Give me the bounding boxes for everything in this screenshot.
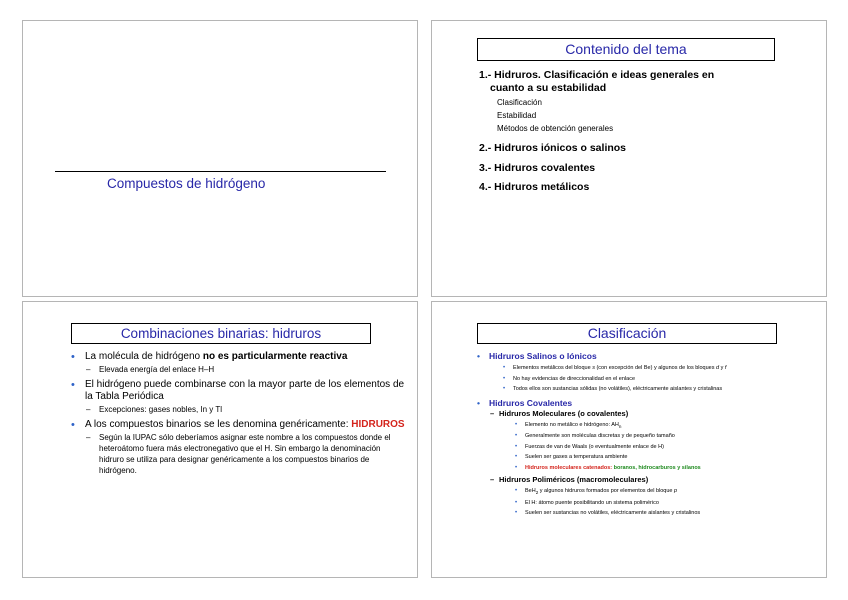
slide-contents	[431, 20, 827, 297]
bullet-dot-icon: •	[515, 464, 518, 471]
bullet-dot-icon: •	[515, 499, 518, 506]
table-of-contents	[479, 69, 809, 194]
dash-icon: –	[490, 408, 495, 418]
title-rule	[55, 171, 386, 172]
detail-item: • Suelen ser sustancias no volátiles, eléctricamente aislantes y cristalinos	[515, 510, 701, 517]
bullet-list	[71, 351, 406, 476]
detail-item: • El H: átomo puente posibilitando un sistema polimérico	[515, 499, 659, 506]
category-covalentes: • Hidruros Covalentes	[477, 397, 573, 408]
toc-subitem: Métodos de obtención generales	[497, 124, 614, 133]
toc-item-2: 2.- Hidruros iónicos o salinos	[479, 142, 627, 154]
dash-icon: –	[86, 433, 91, 442]
bullet-dot-icon: •	[477, 351, 480, 361]
dash-icon: –	[490, 475, 495, 485]
bullet-item: • La molécula de hidrógeno no es particularmente reactiva	[71, 351, 348, 363]
classification-list	[477, 351, 822, 518]
toc-item-3: 3.- Hidruros covalentes	[479, 161, 596, 174]
bullet-dot-icon: •	[503, 365, 506, 371]
bullet-dot-icon: •	[515, 433, 518, 440]
bullet-item: • El hidrógeno puede combinarse con la mayor parte de los elementos de la Tabla Periódica	[71, 379, 405, 402]
sub-bullet-item: – Según la IUPAC sólo deberíamos asignar este nombre a los compuestos donde el heteroátomo fuera más electronegativo que el H. Sin embargo la denominación hidruro se utiliza para designar genéricamente a los compuestos binarios de hidrógeno.	[86, 433, 391, 475]
slide-title: Clasificación	[477, 323, 777, 344]
detail-item: • Hidruros moleculares catenados: boranos, hidrocarburos y silanos	[515, 464, 701, 471]
cover-title: Compuestos de hidrógeno	[107, 176, 266, 191]
detail-item: • Fuerzas de van de Waals (o eventualmente enlace de H)	[515, 443, 664, 450]
bullet-item: • A los compuestos binarios se les denomina genéricamente: HIDRUROS	[71, 419, 405, 431]
bullet-dot-icon: •	[515, 488, 518, 495]
subcategory-polimericos: – Hidruros Poliméricos (macromoleculares)	[490, 475, 649, 485]
detail-item: • Generalmente son moléculas discretas y de pequeño tamaño	[515, 433, 675, 440]
toc-item-1-line1: 1.- Hidruros. Clasificación e ideas generales en	[479, 69, 715, 81]
bullet-dot-icon: •	[71, 379, 75, 391]
bullet-dot-icon: •	[503, 375, 506, 382]
slide-cover	[22, 20, 418, 297]
bullet-dot-icon: •	[71, 351, 75, 363]
toc-item-4: 4.- Hidruros metálicos	[479, 181, 590, 193]
toc-subitem: Estabilidad	[497, 111, 537, 120]
bullet-dot-icon: •	[515, 421, 518, 428]
slide-title: Contenido del tema	[477, 38, 775, 61]
detail-item: • No hay evidencias de direccionalidad en el enlace	[503, 375, 635, 382]
bullet-dot-icon: •	[503, 386, 506, 392]
toc-subitem: Clasificación	[497, 98, 542, 107]
detail-item: • Elementos metálicos del bloque s (con excepción del Be) y algunos de los bloques d y f	[503, 365, 727, 371]
dash-icon: –	[86, 405, 91, 414]
bullet-dot-icon: •	[515, 443, 518, 450]
bullet-dot-icon: •	[515, 510, 518, 517]
bullet-dot-icon: •	[477, 397, 480, 408]
detail-item: • Todos ellos son sustancias sólidas (no volátiles), eléctricamente aislantes y cristalinas	[503, 386, 723, 392]
sub-bullet-item: – Elevada energía del enlace H–H	[86, 365, 215, 374]
detail-item: • Elemento no metálico e hidrógeno: $AH_n$	[515, 421, 622, 429]
slide-title: Combinaciones binarias: hidruros	[71, 323, 371, 344]
subcategory-moleculares: – Hidruros Moleculares (o covalentes)	[490, 408, 629, 418]
bullet-dot-icon: •	[515, 454, 518, 461]
detail-item: • BeH$_2$ y algunos hidruros formados por elementos del bloque p	[515, 488, 678, 496]
detail-item: • Suelen ser gases a temperatura ambiente	[515, 454, 628, 461]
category-salinos: • Hidruros Salinos o Iónicos	[477, 351, 597, 361]
toc-item-1-line2: cuanto a su estabilidad	[490, 81, 607, 94]
slide-binary-combinations	[22, 301, 418, 578]
sub-bullet-item: – Excepciones: gases nobles, In y Tl	[86, 405, 223, 414]
slide-classification	[431, 301, 827, 578]
highlight-term: HIDRUROS	[351, 419, 405, 430]
bullet-dot-icon: •	[71, 419, 75, 431]
dash-icon: –	[86, 365, 91, 374]
